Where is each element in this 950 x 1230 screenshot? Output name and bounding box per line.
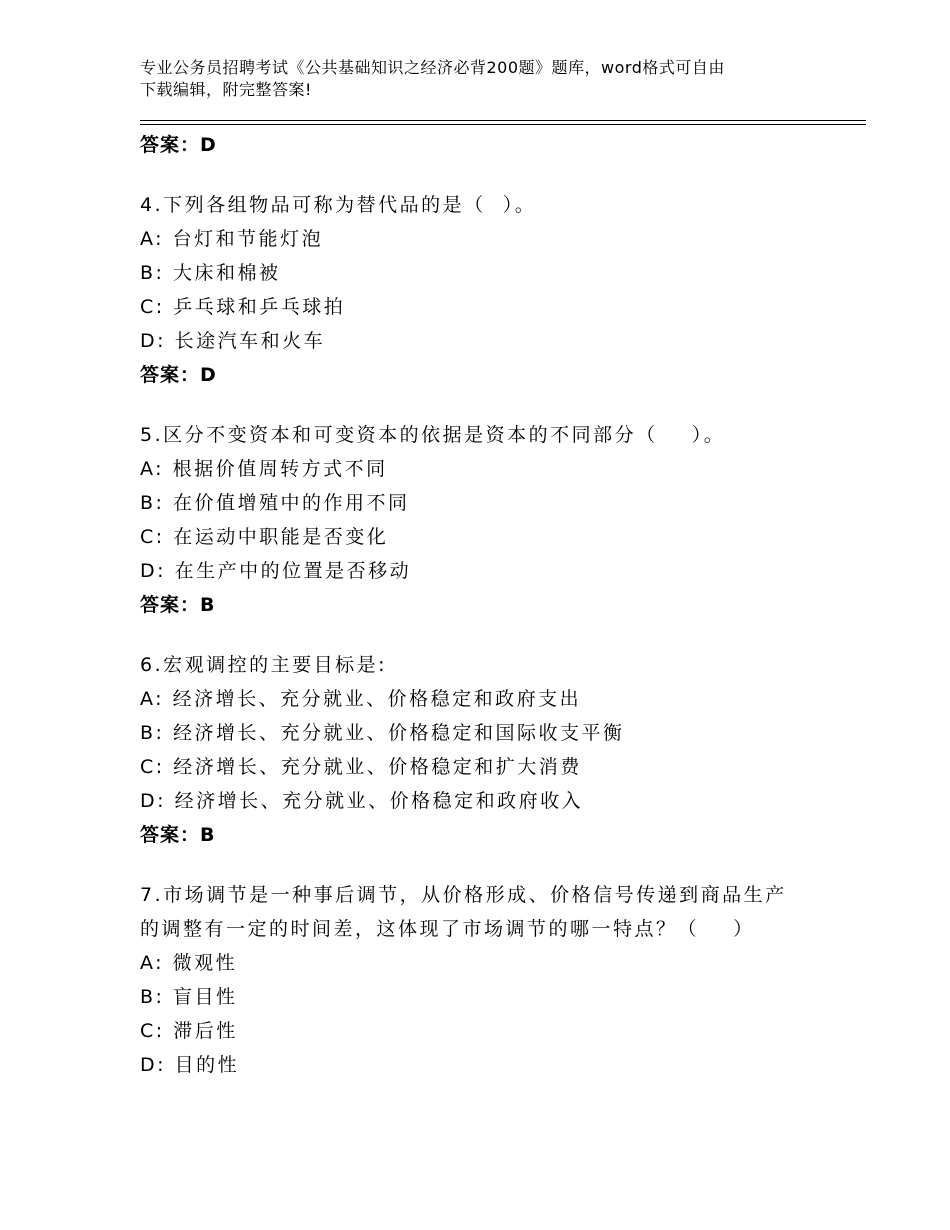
option-b: B: 盲目性: [140, 986, 238, 1008]
option-b: B: 在价值增殖中的作用不同: [140, 492, 410, 514]
header-line-2: 下载编辑，附完整答案!: [140, 80, 312, 99]
question-5: [140, 418, 840, 622]
question-6: [140, 648, 840, 852]
question-stem-line-2: 的调整有一定的时间差，这体现了市场调节的哪一特点？（ ）: [140, 918, 755, 940]
option-d: D: 经济增长、充分就业、价格稳定和政府收入: [140, 790, 584, 812]
option-d: D: 长途汽车和火车: [140, 330, 326, 352]
answer: 答案：B: [140, 594, 216, 616]
header-divider: [140, 120, 866, 125]
answer: 答案：B: [140, 824, 216, 846]
question-7: [140, 878, 840, 1082]
question-list: [140, 128, 840, 1082]
option-a: A: 台灯和节能灯泡: [140, 228, 324, 250]
question-stem: 4.下列各组物品可称为替代品的是（ ）。: [140, 194, 537, 216]
question-stem: 6.宏观调控的主要目标是:: [140, 654, 388, 676]
option-d: D: 目的性: [140, 1054, 240, 1076]
answer-q3: 答案：D: [140, 134, 217, 156]
option-c: C: 经济增长、充分就业、价格稳定和扩大消费: [140, 756, 582, 778]
option-d: D: 在生产中的位置是否移动: [140, 560, 412, 582]
option-c: C: 乒乓球和乒乓球拍: [140, 296, 346, 318]
option-b: B: 大床和棉被: [140, 262, 281, 284]
option-c: C: 在运动中职能是否变化: [140, 526, 389, 548]
answer: 答案：D: [140, 364, 217, 386]
header-line-1: 专业公务员招聘考试《公共基础知识之经济必背200题》题库，word格式可自由: [140, 58, 725, 77]
option-c: C: 滞后性: [140, 1020, 238, 1042]
option-a: A: 经济增长、充分就业、价格稳定和政府支出: [140, 688, 582, 710]
question-stem-line-1: 7.市场调节是一种事后调节，从价格形成、价格信号传递到商品生产: [140, 884, 787, 906]
question-stem: 5.区分不变资本和可变资本的依据是资本的不同部分（ ）。: [140, 424, 726, 446]
option-b: B: 经济增长、充分就业、价格稳定和国际收支平衡: [140, 722, 625, 744]
option-a: A: 根据价值周转方式不同: [140, 458, 388, 480]
option-a: A: 微观性: [140, 952, 238, 974]
question-4: [140, 188, 840, 392]
page-header: [140, 57, 820, 101]
